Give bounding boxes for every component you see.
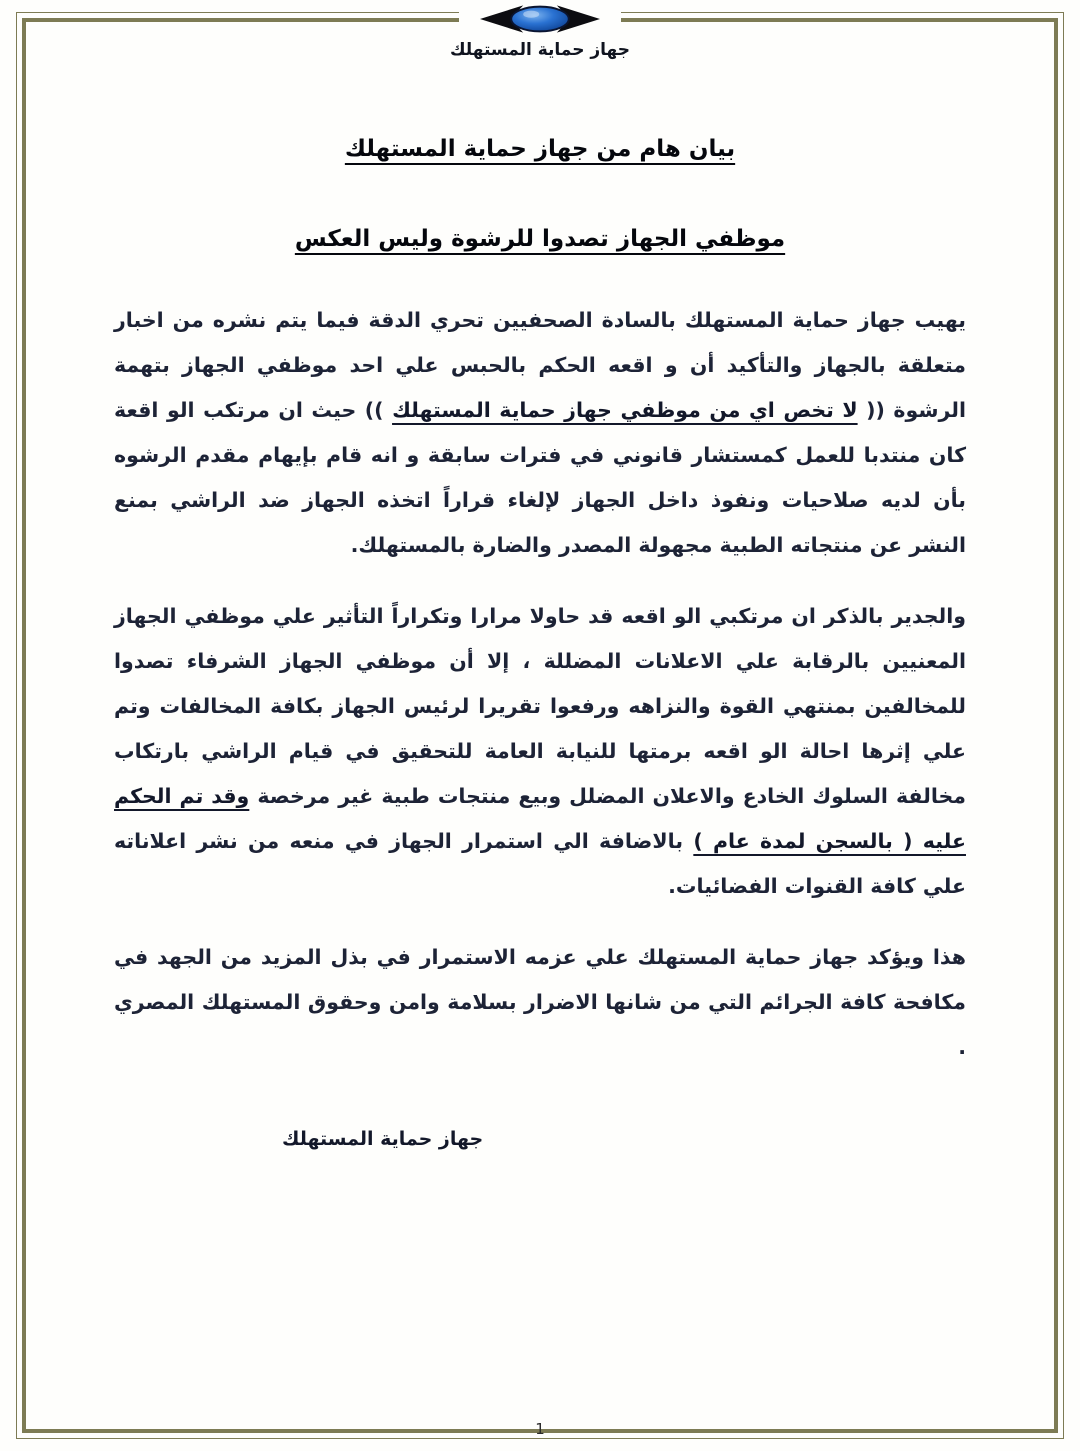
paragraph-1-text-end: )) حيث ان مرتكب الو اقعة كان منتدبا للعمل كمستشار قانوني في فترات سابقة و انه قام بإيهام مقدم الرشوه بأن لديه صلاحيات ونفوذ داخل الجهاز لإلغاء قراراً اتخذه الجهاز ضد الراشي بمنع النشر عن منتجاته الطبية مجهولة المصدر والضارة بالمستهلك. [114,398,966,557]
paragraph-1-text-start: يهيب جهاز حماية المستهلك بالسادة الصحفيين تحري الدقة فيما يتم نشره من اخبار متعلقة بالجهاز والتأكيد أن و اقعه الحكم بالحبس علي احد موظفي الجهاز بتهمة الرشوة (( [114,308,966,422]
signature: جهاز حماية المستهلك [282,1128,484,1150]
statement-subtitle: موظفي الجهاز تصدوا للرشوة وليس العكس [294,226,786,252]
page-number: 1 [535,1420,545,1438]
paragraph-1 [114,298,966,568]
paragraph-2 [114,594,966,909]
paragraph-1-highlight: لا تخص اي من موظفي جهاز حماية المستهلك [392,398,858,422]
agency-logo [459,1,621,37]
header-agency-name: جهاز حماية المستهلك [449,40,631,60]
paragraph-2-highlight: وقد تم الحكم عليه ( بالسجن لمدة عام ) [114,784,966,853]
statement-title: بيان هام من جهاز حماية المستهلك [344,136,736,162]
paragraph-2-text-start: والجدير بالذكر ان مرتكبي الو اقعه قد حاولا مرارا وتكراراً التأثير علي موظفي الجهاز المعنيين بالرقابة علي الاعلانات المضللة ، إلا أن موظفي الجهاز الشرفاء تصدوا للمخالفين بمنتهي القوة والنزاهه ورفعوا تقريرا لرئيس الجهاز بكافة المخالفات وتم علي إثرها احالة الو اقعه برمتها للنيابة العامة للتحقيق في قيام الراشي بارتكاب مخالفة السلوك الخادع والاعلان المضلل وبيع منتجات طبية غير مرخصة [114,604,966,808]
paragraph-2-text-end: بالاضافة الي استمرار الجهاز في منعه من نشر اعلاناته علي كافة القنوات الفضائيات. [114,829,966,898]
eye-logo-icon [477,3,603,35]
document-body [0,136,1080,1150]
paragraph-3: هذا ويؤكد جهاز حماية المستهلك علي عزمه الاستمرار في بذل المزيد من الجهد في مكافحة كافة الجرائم التي من شانها الاضرار بسلامة وامن وحقوق المستهلك المصري . [114,945,966,1059]
